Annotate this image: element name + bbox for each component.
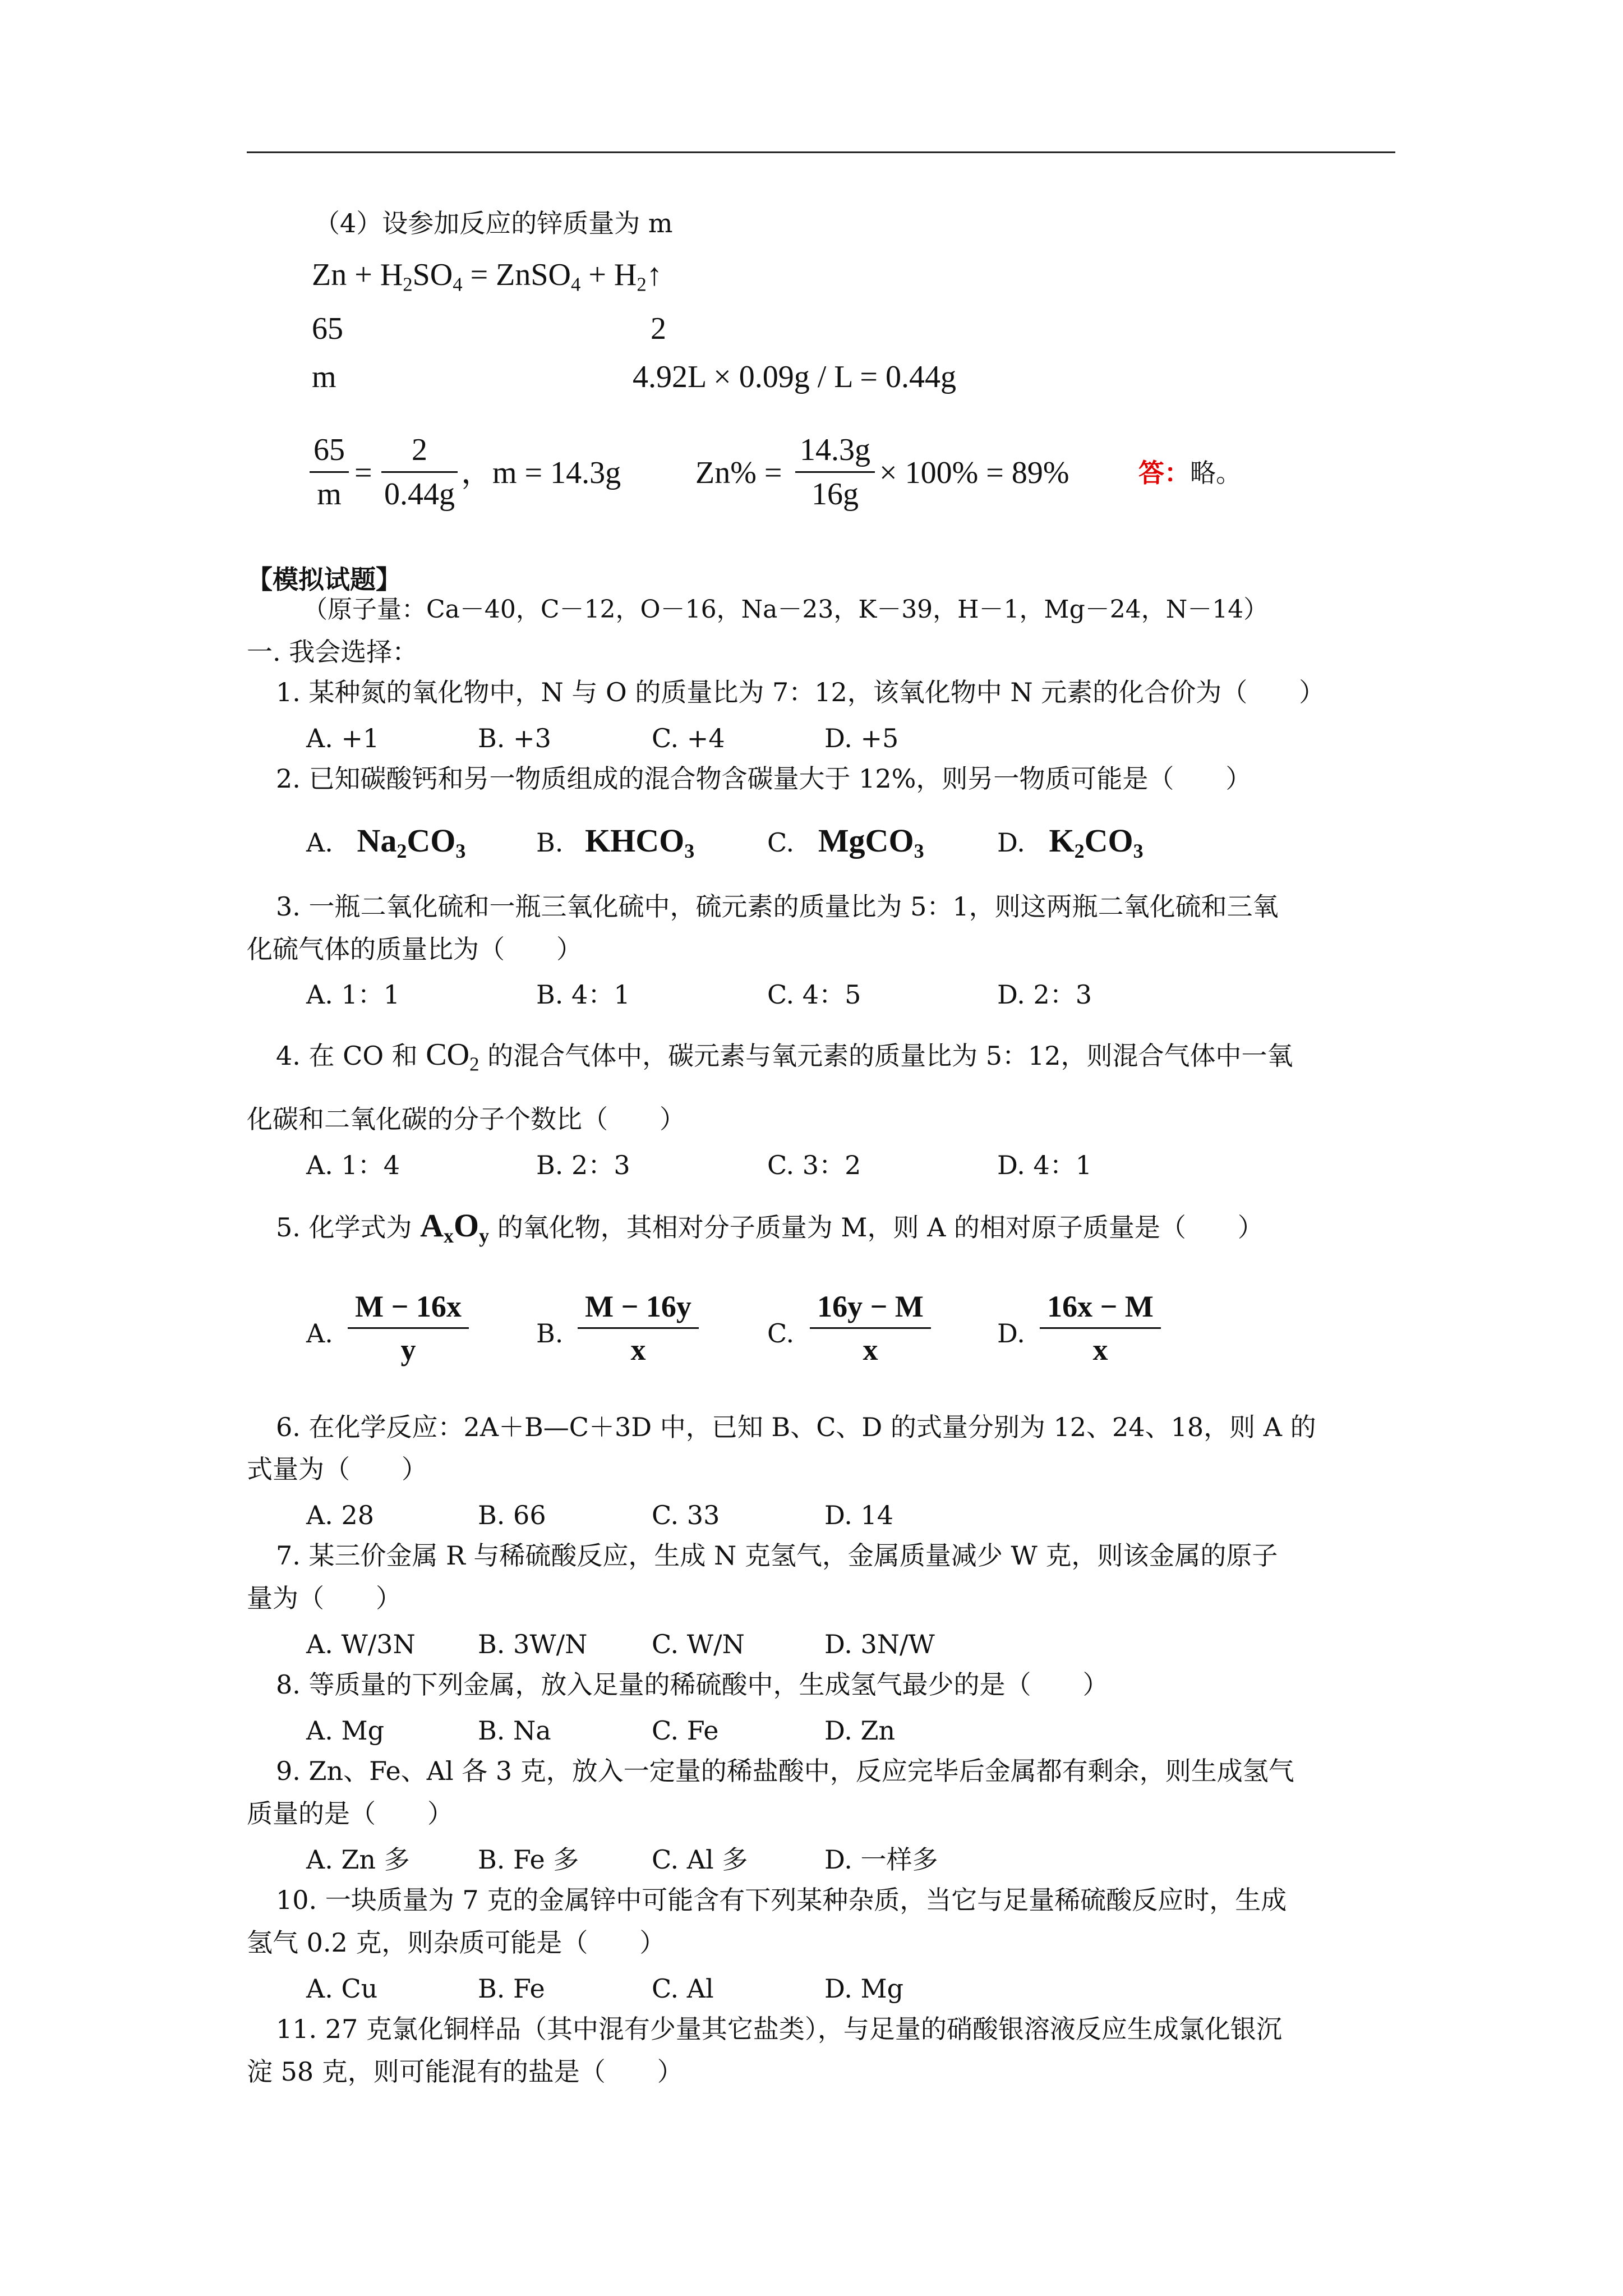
q5-stem-a: 5. 化学式为 — [276, 1212, 421, 1243]
answer-text: 略。 — [1190, 458, 1242, 488]
q1-option-a[interactable]: A. +1 — [306, 723, 380, 753]
q6-option-c[interactable]: C. 33 — [652, 1500, 720, 1530]
q7-option-c[interactable]: C. W/N — [652, 1629, 745, 1659]
eq-plus: + — [347, 257, 380, 292]
q5-c-denominator: x — [863, 1333, 878, 1366]
eq-so: SO — [412, 257, 453, 292]
q5-option-a-fraction[interactable] — [348, 1291, 469, 1365]
q5-formula — [420, 1207, 490, 1247]
frac3-bar — [795, 471, 875, 473]
q8-option-a[interactable]: A. Mg — [306, 1715, 385, 1746]
frac1-denominator: m — [317, 477, 342, 512]
q9-stem-line2: 质量的是（ ） — [247, 1798, 453, 1829]
q2-a-tail-sub: 3 — [455, 839, 466, 862]
q2-a-sub: 2 — [396, 839, 407, 862]
q10-option-b[interactable]: B. Fe — [478, 1973, 545, 2004]
q9-option-b[interactable]: B. Fe 多 — [478, 1844, 579, 1875]
q7-stem-line1: 7. 某三价金属 R 与稀硫酸反应，生成 N 克氢气，金属质量减少 W 克，则该金属的原子 — [276, 1540, 1278, 1571]
q7-option-d[interactable]: D. 3N/W — [824, 1629, 935, 1659]
q5-option-b-fraction[interactable] — [578, 1291, 699, 1365]
equals-sign: = — [354, 455, 372, 490]
q6-stem-line1: 6. 在化学反应：2A＋B—C＋3D 中，已知 B、C、D 的式量分别为 12、24、18，则 A 的 — [276, 1412, 1316, 1442]
section-title: 【模拟试题】 — [247, 564, 402, 595]
q4-co2: CO — [426, 1037, 470, 1072]
eq-h2: H — [614, 257, 637, 292]
frac2-numerator: 2 — [412, 432, 427, 467]
q4-stem-a: 4. 在 CO 和 — [276, 1041, 426, 1071]
q8-option-b[interactable]: B. Na — [478, 1715, 551, 1746]
frac2-bar — [381, 471, 458, 473]
q8-option-d[interactable]: D. Zn — [824, 1715, 896, 1746]
q8-stem: 8. 等质量的下列金属，放入足量的稀硫酸中，生成氢气最少的是（ ） — [276, 1669, 1109, 1700]
q7-option-a[interactable]: A. W/3N — [306, 1629, 416, 1659]
q2-c-main: MgCO — [818, 822, 914, 859]
q11-stem-line1: 11. 27 克氯化铜样品（其中混有少量其它盐类），与足量的硝酸银溶液反应生成氯化银沉 — [276, 2014, 1282, 2044]
eq-znso: ZnSO — [496, 257, 571, 292]
q1-stem: 1. 某种氮的氧化物中，N 与 O 的质量比为 7：12，该氧化物中 N 元素的化合价为（ ） — [276, 677, 1325, 707]
q5-option-d-label[interactable]: D. — [997, 1318, 1025, 1349]
q2-a-label: A. — [306, 827, 333, 858]
eq-h-sub: 2 — [403, 273, 413, 296]
q5-stem — [276, 1207, 1264, 1247]
q5-b-denominator: x — [630, 1333, 646, 1366]
q5-formula-o: O — [454, 1207, 479, 1244]
q4-stem-line2: 化碳和二氧化碳的分子个数比（ ） — [247, 1104, 685, 1134]
frac1-bar — [310, 471, 349, 473]
q2-c-label: C. — [767, 827, 795, 858]
q2-d-tail-sub: 3 — [1133, 839, 1144, 862]
q4-stem-b: 的混合气体中，碳元素与氧元素的质量比为 5：12，则混合气体中一氧 — [479, 1041, 1293, 1071]
q2-option-c[interactable] — [767, 822, 924, 862]
eq-so-sub: 4 — [453, 273, 463, 296]
percent-result: × 100% = 89% — [879, 455, 1069, 490]
q2-a-main: Na — [357, 822, 397, 859]
q5-b-bar — [578, 1327, 699, 1329]
answer — [1138, 460, 1242, 486]
mass-h2: 2 — [651, 311, 666, 346]
q2-c-sub: 3 — [914, 839, 924, 862]
q9-stem-line1: 9. Zn、Fe、Al 各 3 克，放入一定量的稀盐酸中，反应完毕后金属都有剩余，则生成氢气 — [276, 1756, 1294, 1786]
eq-h: H — [380, 257, 403, 292]
q5-option-a-label[interactable]: A. — [306, 1318, 333, 1349]
q1-option-d[interactable]: D. +5 — [824, 723, 899, 753]
q5-formula-a: A — [420, 1207, 444, 1244]
q5-option-c-label[interactable]: C. — [767, 1318, 795, 1349]
q5-a-numerator: M − 16x — [355, 1290, 462, 1323]
h2-calc: 4.92L × 0.09g / L = 0.44g — [633, 360, 956, 394]
q5-formula-y: y — [479, 1224, 490, 1247]
q6-stem-line2: 式量为（ ） — [247, 1454, 427, 1484]
q10-stem-line1: 10. 一块质量为 7 克的金属锌中可能含有下列某种杂质，当它与足量稀硫酸反应时，生成 — [276, 1885, 1287, 1915]
q6-option-b[interactable]: B. 66 — [478, 1500, 546, 1530]
fraction-143g-over-16g — [795, 434, 875, 510]
q11-stem-line2: 淀 58 克，则可能混有的盐是（ ） — [247, 2056, 683, 2087]
q10-option-c[interactable]: C. Al — [652, 1973, 714, 2004]
q2-a-formula — [357, 822, 466, 862]
q4-co2-formula — [426, 1037, 479, 1075]
reaction-equation — [312, 257, 662, 296]
q10-option-d[interactable]: D. Mg — [824, 1973, 904, 2004]
q5-option-c-fraction[interactable] — [810, 1291, 931, 1365]
eq-equals: = — [462, 257, 496, 292]
q2-stem: 2. 已知碳酸钙和另一物质组成的混合物含碳量大于 12%，则另一物质可能是（ ） — [276, 763, 1252, 794]
q2-c-formula — [818, 822, 924, 862]
m-result: ，m = 14.3g — [461, 455, 621, 490]
q3-option-d[interactable]: D. 2：3 — [997, 979, 1092, 1010]
q2-option-a[interactable] — [306, 822, 466, 862]
zn-percent-label: Zn% = — [695, 455, 782, 490]
frac2-denominator: 0.44g — [384, 477, 455, 512]
q5-a-bar — [348, 1327, 469, 1329]
q3-option-a[interactable]: A. 1：1 — [306, 979, 400, 1010]
q3-option-c[interactable]: C. 4：5 — [767, 979, 861, 1010]
q6-option-a[interactable]: A. 28 — [306, 1500, 374, 1530]
fraction-65-over-m — [310, 434, 349, 510]
eq-zn: Zn — [312, 257, 347, 292]
q2-option-b[interactable] — [536, 822, 695, 862]
frac3-numerator: 14.3g — [800, 432, 870, 467]
fraction-2-over-044g — [381, 434, 458, 510]
q2-d-tail: CO — [1084, 822, 1133, 859]
q4-option-d[interactable]: D. 4：1 — [997, 1150, 1092, 1180]
q5-a-denominator: y — [400, 1333, 416, 1366]
answer-label: 答： — [1138, 458, 1190, 488]
q9-option-c[interactable]: C. Al 多 — [652, 1844, 748, 1875]
q5-b-numerator: M − 16y — [585, 1290, 691, 1323]
frac1-numerator: 65 — [313, 432, 345, 467]
q2-d-label: D. — [997, 827, 1025, 858]
q3-stem-line2: 化硫气体的质量比为（ ） — [247, 934, 582, 964]
eq-znso-sub: 4 — [570, 273, 581, 296]
q9-option-d[interactable]: D. 一样多 — [824, 1844, 938, 1875]
q5-option-d-fraction[interactable] — [1040, 1291, 1161, 1365]
q10-stem-line2: 氢气 0.2 克，则杂质可能是（ ） — [247, 1927, 666, 1958]
q4-option-c[interactable]: C. 3：2 — [767, 1150, 861, 1180]
q5-c-numerator: 16y − M — [817, 1290, 924, 1323]
q5-d-numerator: 16x − M — [1047, 1290, 1154, 1323]
q4-stem-line1 — [276, 1037, 1293, 1075]
q5-stem-b: 的氧化物，其相对分子质量为 M，则 A 的相对原子质量是（ ） — [489, 1212, 1264, 1243]
q5-c-bar — [810, 1327, 931, 1329]
atomic-masses: （原子量：Ca－40，C－12，O－16，Na－23，K－39，H－1，Mg－24，N－14） — [303, 595, 1269, 624]
q1-option-b[interactable]: B. +3 — [478, 723, 551, 753]
mass-zn: 65 — [312, 311, 343, 346]
var-m: m — [312, 360, 336, 394]
q6-option-d[interactable]: D. 14 — [824, 1500, 894, 1530]
q5-d-denominator: x — [1092, 1333, 1108, 1366]
part-one-heading: 一. 我会选择： — [247, 637, 418, 667]
q9-option-a[interactable]: A. Zn 多 — [306, 1844, 410, 1875]
q2-a-tail: CO — [407, 822, 456, 859]
q4-option-a[interactable]: A. 1：4 — [306, 1150, 400, 1180]
q1-option-c[interactable]: C. +4 — [652, 723, 725, 753]
q5-option-b-label[interactable]: B. — [536, 1318, 564, 1349]
q10-option-a[interactable]: A. Cu — [306, 1973, 378, 2004]
eq-plus-2: + — [580, 257, 614, 292]
q2-d-sub: 2 — [1074, 839, 1085, 862]
q3-option-b[interactable]: B. 4：1 — [536, 979, 630, 1010]
frac3-denominator: 16g — [811, 477, 859, 512]
q2-b-sub: 3 — [684, 839, 695, 862]
q4-option-b[interactable]: B. 2：3 — [536, 1150, 630, 1180]
q7-option-b[interactable]: B. 3W/N — [478, 1629, 588, 1659]
q8-option-c[interactable]: C. Fe — [652, 1715, 719, 1746]
q2-option-d[interactable] — [997, 822, 1144, 862]
q2-b-main: KHCO — [585, 822, 685, 859]
q3-stem-line1: 3. 一瓶二氧化硫和一瓶三氧化硫中，硫元素的质量比为 5：1，则这两瓶二氧化硫和三氧 — [276, 891, 1279, 922]
q2-d-main: K — [1049, 822, 1075, 859]
q7-stem-line2: 量为（ ） — [247, 1583, 402, 1613]
q4-co2-sub: 2 — [469, 1053, 479, 1075]
up-arrow-icon: ↑ — [646, 257, 662, 292]
q2-b-formula — [585, 822, 695, 862]
q5-d-bar — [1040, 1327, 1161, 1329]
solution-intro: （4）设参加反应的锌质量为 m — [314, 208, 673, 238]
eq-h2-sub: 2 — [637, 273, 647, 296]
header-rule — [247, 151, 1395, 153]
q2-b-label: B. — [536, 827, 564, 858]
q5-formula-x: x — [444, 1224, 454, 1247]
q2-d-formula — [1049, 822, 1144, 862]
